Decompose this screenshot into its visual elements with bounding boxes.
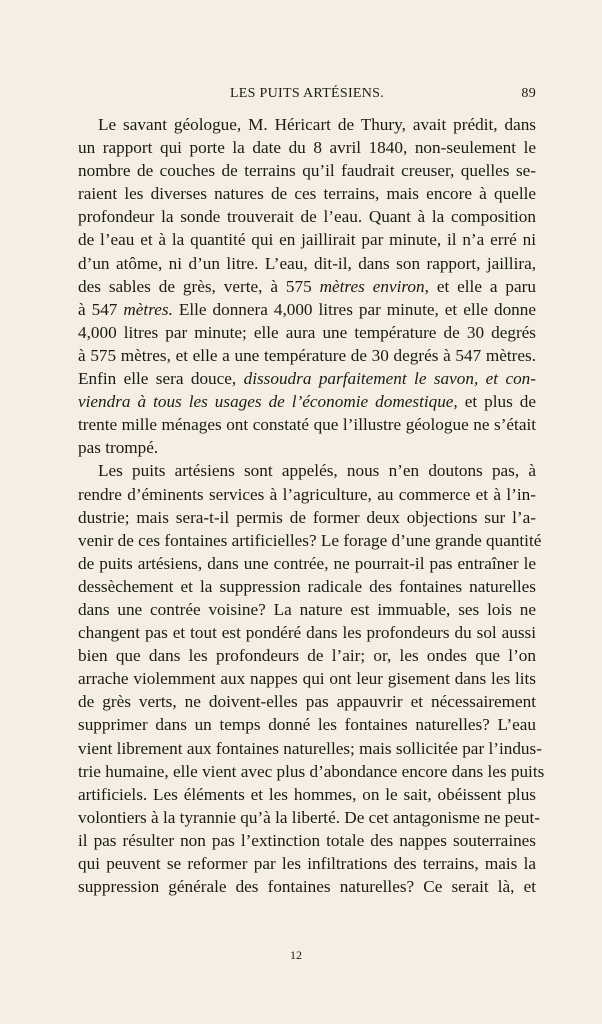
text-line: il pas résulter non pas l’extinction totale des nappes souterraines (78, 830, 536, 850)
text-line: volontiers à la tyrannie qu’à la liberté. De cet antagonisme ne peut- (78, 807, 540, 827)
text-line: Le savant géologue, M. Héricart de Thury, avait prédit, dans (98, 115, 536, 134)
text-line: bien que dans les profondeurs de l’air; or, les ondes que l’on (78, 646, 536, 666)
text-segment: Elle donnera 4,000 litres par minute, et elle donne (172, 299, 536, 319)
body-text (78, 113, 545, 898)
text-line: suppression générale des fontaines naturelles? Ce serait là, et (78, 877, 536, 897)
text-line: qui peuvent se reformer par les infiltrations des terrains, mais la (78, 854, 536, 873)
text-line: arrache violemment aux nappes qui ont leur gisement dans les lits (78, 669, 536, 689)
text-line (78, 367, 536, 390)
text-segment: des sables de grès, verte, à 575 (78, 276, 320, 296)
text-line: à 575 mètres, et elle a une température de 30 degrés à 547 mètres. (78, 345, 536, 365)
text-line: 4,000 litres par minute; elle aura une température de 30 degrés (78, 322, 536, 342)
text-line: venir de ces fontaines artificielles? Le forage d’une grande quantité (78, 530, 542, 550)
text-line: nombre de couches de terrains qu’il faudrait creuser, quelles se- (78, 161, 536, 181)
italic-segment: mètres environ (319, 276, 425, 296)
header-title: LES PUITS ARTÉSIENS. (229, 86, 385, 101)
text-line: dustrie; mais sera-t-il permis de former deux objections sur l’a- (78, 507, 536, 527)
text-line: dans une contrée voisine? La nature est immuable, ses lois ne (78, 599, 536, 619)
italic-segment: viendra à tous les usages de l’économie domestique, (78, 392, 458, 412)
text-line (78, 298, 536, 321)
text-line: pas trompé. (78, 438, 159, 458)
text-line: un rapport qui porte la date du 8 avril 1840, non-seulement le (78, 138, 536, 158)
text-line (78, 275, 536, 298)
text-line: rendre d’éminents services à l’agriculture, au commerce et à l’in- (78, 484, 536, 504)
text-line: profondeur la sonde trouverait de l’eau. Quant à la composition (78, 207, 536, 227)
text-segment: , et elle a paru (424, 276, 536, 296)
text-segment: Enfin elle sera douce, (78, 369, 244, 389)
paragraph-1 (78, 113, 536, 459)
text-line: d’un atôme, ni d’un litre. L’eau, dit-il, dans son rapport, jaillira, (78, 253, 536, 273)
text-line: de grès verts, ne doivent-elles pas appauvrir et nécessairement (78, 692, 536, 712)
paragraph-2 (78, 459, 545, 898)
italic-segment: mètres. (123, 299, 173, 319)
text-line: changent pas et tout est pondéré dans les profondeurs du sol aussi (78, 623, 536, 643)
text-line: vient librement aux fontaines naturelles; mais sollicitée par l’indus- (78, 738, 542, 758)
text-line: trie humaine, elle vient avec plus d’abondance encore dans les puits (78, 761, 545, 781)
text-segment: à 547 (78, 299, 124, 319)
text-line: artificiels. Les éléments et les hommes, on le sait, obéissent plus (78, 784, 536, 804)
page-number: 89 (521, 86, 536, 101)
text-line: Les puits artésiens sont appelés, nous n’en doutons pas, à (98, 461, 536, 481)
text-line: de l’eau et à la quantité qui en jaillirait par minute, il n’a erré ni (78, 230, 536, 250)
text-line (78, 390, 536, 413)
text-segment: et plus de (457, 392, 536, 412)
text-line: de puits artésiens, dans une contrée, ne pourrait-il pas entraîner le (78, 553, 536, 573)
text-line: trente mille ménages ont constaté que l’illustre géologue ne s’était (78, 415, 536, 435)
signature-mark: 12 (290, 948, 302, 962)
italic-segment: dissoudra parfaitement le savon, et con- (243, 369, 537, 389)
text-line: dessèchement et la suppression radicale des fontaines naturelles (78, 576, 536, 596)
text-line: raient les diverses natures de ces terrains, mais encore à quelle (78, 184, 536, 204)
text-line: supprimer dans un temps donné les fontaines naturelles? L’eau (78, 715, 536, 735)
